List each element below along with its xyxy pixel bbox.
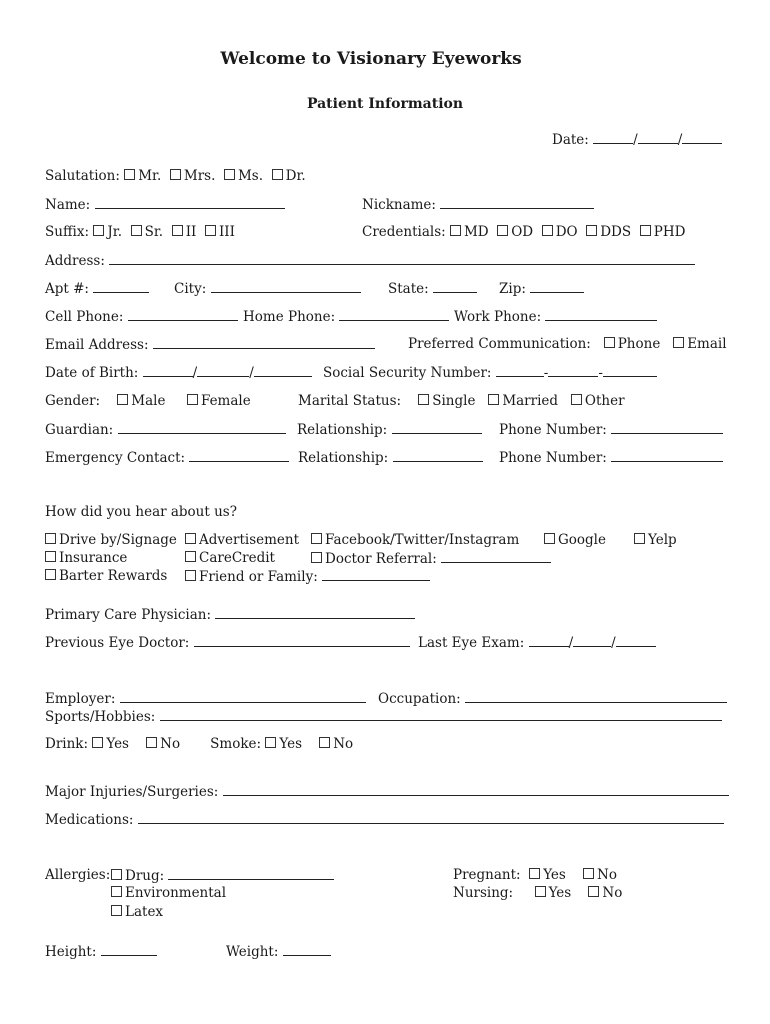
allergy-latex-option[interactable]: Latex [111, 903, 163, 921]
guardian-relationship-field[interactable] [392, 420, 482, 434]
checkbox-icon[interactable] [111, 869, 122, 880]
credentials-do-option[interactable]: DO [542, 223, 578, 241]
checkbox-icon[interactable] [185, 570, 196, 581]
emergency-phone-row [499, 448, 723, 467]
gender-label: Gender: [45, 393, 101, 409]
relationship-label: Relationship: [297, 422, 388, 438]
nickname-label: Nickname: [362, 197, 436, 213]
nursing-yes-option[interactable]: Yes [535, 884, 572, 902]
pregnant-row [453, 866, 617, 884]
checkbox-icon[interactable] [117, 394, 128, 405]
state-field[interactable] [433, 279, 477, 293]
email-field[interactable] [153, 335, 375, 349]
email-label: Email Address: [45, 337, 149, 353]
credentials-phd-option[interactable]: PHD [640, 223, 686, 241]
checkbox-icon[interactable] [673, 337, 684, 348]
salutation-mr-option[interactable]: Mr. [124, 167, 161, 185]
allergy-drug-option[interactable]: Drug: [111, 866, 334, 885]
checkbox-icon[interactable] [535, 886, 546, 897]
apt-field[interactable] [93, 279, 149, 293]
salutation-ms-option[interactable]: Ms. [224, 167, 263, 185]
sports-field[interactable] [160, 707, 722, 721]
last-exam-month-field[interactable] [529, 633, 569, 647]
address-label: Address: [45, 253, 105, 269]
guardian-field[interactable] [118, 420, 286, 434]
salutation-mrs-option[interactable]: Mrs. [170, 167, 216, 185]
emergency-label: Emergency Contact: [45, 450, 186, 466]
injuries-row [45, 782, 729, 801]
state-row [388, 279, 477, 298]
email-row [45, 335, 375, 354]
occupation-row [378, 689, 727, 708]
checkbox-icon[interactable] [187, 394, 198, 405]
weight-field[interactable] [283, 942, 331, 956]
prev-doctor-label: Previous Eye Doctor: [45, 635, 190, 651]
pregnant-no-option[interactable]: No [583, 866, 617, 884]
guardian-phone-row [499, 420, 723, 439]
preferred-phone-option[interactable]: Phone [604, 335, 661, 353]
credentials-md-option[interactable]: MD [450, 223, 489, 241]
work-phone-field[interactable] [545, 307, 657, 321]
checkbox-icon[interactable] [124, 169, 135, 180]
state-label: State: [388, 281, 429, 297]
work-phone-label: Work Phone: [454, 309, 542, 325]
marital-label: Marital Status: [298, 393, 402, 409]
apt-row [45, 279, 149, 298]
suffix-ii-option[interactable]: II [172, 223, 197, 241]
hear-carecredit-option[interactable]: CareCredit [185, 549, 275, 567]
checkbox-icon[interactable] [185, 533, 196, 544]
zip-field[interactable] [530, 279, 584, 293]
weight-row [226, 942, 331, 961]
checkbox-icon[interactable] [111, 886, 122, 897]
name-field[interactable] [95, 195, 285, 209]
hear-google-option[interactable]: Google [544, 531, 606, 549]
checkbox-icon[interactable] [265, 737, 276, 748]
allergy-environmental-option[interactable]: Environmental [111, 884, 226, 902]
pregnant-label: Pregnant: [453, 867, 521, 883]
checkbox-icon[interactable] [311, 533, 322, 544]
ssn-part1-field[interactable] [496, 363, 544, 377]
medications-label: Medications: [45, 812, 134, 828]
hear-advertisement-option[interactable]: Advertisement [185, 531, 299, 549]
prev-doctor-row [45, 633, 410, 652]
drink-yes-option[interactable]: Yes [92, 735, 129, 753]
checkbox-icon[interactable] [640, 225, 651, 236]
preferred-comm-label: Preferred Communication: [408, 336, 591, 352]
checkbox-icon[interactable] [586, 225, 597, 236]
last-exam-day-field[interactable] [573, 633, 611, 647]
ssn-label: Social Security Number: [323, 365, 492, 381]
salutation-row [45, 167, 306, 185]
credentials-row [362, 223, 685, 241]
preferred-comm-row [408, 335, 727, 353]
emergency-relationship-row [298, 448, 483, 467]
suffix-label: Suffix: [45, 224, 90, 240]
pregnant-yes-option[interactable]: Yes [529, 866, 566, 884]
smoke-yes-option[interactable]: Yes [265, 735, 302, 753]
hear-yelp-option[interactable]: Yelp [634, 531, 677, 549]
smoke-label: Smoke: [210, 736, 262, 752]
checkbox-icon[interactable] [45, 551, 56, 562]
dob-year-field[interactable] [254, 363, 312, 377]
weight-label: Weight: [226, 944, 279, 960]
credentials-dds-option[interactable]: DDS [586, 223, 631, 241]
phone-number-label: Phone Number: [499, 450, 607, 466]
checkbox-icon[interactable] [45, 533, 56, 544]
height-row [45, 942, 157, 961]
marital-married-option[interactable]: Married [488, 392, 558, 410]
checkbox-icon[interactable] [583, 868, 594, 879]
employer-field[interactable] [120, 689, 366, 703]
form-title: Welcome to Visionary Eyeworks [220, 49, 522, 69]
salutation-dr-option[interactable]: Dr. [272, 167, 306, 185]
employer-label: Employer: [45, 691, 116, 707]
emergency-relationship-field[interactable] [393, 448, 483, 462]
relationship-label: Relationship: [298, 450, 389, 466]
apt-label: Apt #: [45, 281, 89, 297]
last-exam-label: Last Eye Exam: [418, 635, 525, 651]
cell-phone-label: Cell Phone: [45, 309, 124, 325]
gender-female-option[interactable]: Female [187, 392, 251, 410]
ssn-part2-field[interactable] [548, 363, 598, 377]
city-row [174, 279, 361, 298]
hear-barter-option[interactable]: Barter Rewards [45, 567, 167, 585]
sports-row [45, 707, 722, 726]
suffix-iii-option[interactable]: III [205, 223, 235, 241]
pcp-label: Primary Care Physician: [45, 607, 212, 623]
checkbox-icon[interactable] [172, 225, 183, 236]
checkbox-icon[interactable] [529, 868, 540, 879]
nursing-no-option[interactable]: No [588, 884, 622, 902]
checkbox-icon[interactable] [542, 225, 553, 236]
checkbox-icon[interactable] [224, 169, 235, 180]
preferred-email-option[interactable]: Email [673, 335, 726, 353]
hear-drive-by-option[interactable]: Drive by/Signage [45, 531, 177, 549]
credentials-label: Credentials: [362, 224, 446, 240]
pcp-field[interactable] [215, 605, 415, 619]
pcp-row [45, 605, 415, 624]
checkbox-icon[interactable] [311, 552, 322, 563]
checkbox-icon[interactable] [92, 737, 103, 748]
checkbox-icon[interactable] [634, 533, 645, 544]
salutation-label: Salutation: [45, 168, 120, 184]
checkbox-icon[interactable] [170, 169, 181, 180]
guardian-phone-field[interactable] [611, 420, 723, 434]
checkbox-icon[interactable] [544, 533, 555, 544]
home-phone-label: Home Phone: [243, 309, 336, 325]
address-field[interactable] [109, 251, 695, 265]
date-row: Date: / / [552, 130, 722, 149]
gender-row [45, 392, 251, 410]
date-day-field[interactable] [638, 130, 678, 144]
date-month-field[interactable] [593, 130, 633, 144]
checkbox-icon[interactable] [146, 737, 157, 748]
checkbox-icon[interactable] [272, 169, 283, 180]
checkbox-icon[interactable] [488, 394, 499, 405]
drink-no-option[interactable]: No [146, 735, 180, 753]
drink-label: Drink: [45, 736, 89, 752]
injuries-label: Major Injuries/Surgeries: [45, 784, 219, 800]
date-label: Date: [552, 132, 589, 148]
home-phone-field[interactable] [339, 307, 449, 321]
hear-doctor-referral-option[interactable]: Doctor Referral: [311, 549, 551, 568]
guardian-row [45, 420, 286, 439]
marital-other-option[interactable]: Other [571, 392, 625, 410]
injuries-field[interactable] [223, 782, 729, 796]
suffix-sr-option[interactable]: Sr. [131, 223, 164, 241]
prev-doctor-field[interactable] [194, 633, 410, 647]
checkbox-icon[interactable] [497, 225, 508, 236]
city-field[interactable] [211, 279, 361, 293]
date-year-field[interactable] [682, 130, 722, 144]
emergency-phone-field[interactable] [611, 448, 723, 462]
nickname-field[interactable] [440, 195, 594, 209]
cell-phone-field[interactable] [128, 307, 238, 321]
medications-field[interactable] [138, 810, 724, 824]
height-label: Height: [45, 944, 97, 960]
work-phone-row [454, 307, 657, 326]
gender-male-option[interactable]: Male [117, 392, 165, 410]
last-exam-row: Last Eye Exam: / / [418, 633, 656, 652]
hear-about-question: How did you hear about us? [45, 504, 237, 520]
city-label: City: [174, 281, 207, 297]
zip-label: Zip: [499, 281, 526, 297]
suffix-jr-option[interactable]: Jr. [93, 223, 122, 241]
smoke-no-option[interactable]: No [319, 735, 353, 753]
guardian-label: Guardian: [45, 422, 114, 438]
nursing-label: Nursing: [453, 885, 514, 901]
nickname-row [362, 195, 594, 214]
occupation-field[interactable] [465, 689, 727, 703]
ssn-row: Social Security Number: - - [323, 363, 657, 382]
checkbox-icon[interactable] [45, 569, 56, 580]
allergies-label: Allergies: [45, 867, 111, 883]
checkbox-icon[interactable] [205, 225, 216, 236]
phone-number-label: Phone Number: [499, 422, 607, 438]
checkbox-icon[interactable] [604, 337, 615, 348]
checkbox-icon[interactable] [111, 905, 122, 916]
zip-row [499, 279, 584, 298]
drink-smoke-row [45, 735, 353, 753]
height-field[interactable] [101, 942, 157, 956]
dob-month-field[interactable] [143, 363, 193, 377]
suffix-row [45, 223, 235, 241]
occupation-label: Occupation: [378, 691, 461, 707]
checkbox-icon[interactable] [319, 737, 330, 748]
medications-row [45, 810, 724, 829]
name-row [45, 195, 285, 214]
last-exam-year-field[interactable] [616, 633, 656, 647]
checkbox-icon[interactable] [571, 394, 582, 405]
marital-single-option[interactable]: Single [418, 392, 475, 410]
marital-row [298, 392, 625, 410]
home-phone-row [243, 307, 449, 326]
credentials-od-option[interactable]: OD [497, 223, 533, 241]
friend-family-field[interactable] [322, 567, 430, 581]
doctor-referral-field[interactable] [441, 549, 551, 563]
ssn-part3-field[interactable] [603, 363, 657, 377]
emergency-row [45, 448, 289, 467]
checkbox-icon[interactable] [93, 225, 104, 236]
emergency-field[interactable] [189, 448, 289, 462]
checkbox-icon[interactable] [418, 394, 429, 405]
dob-label: Date of Birth: [45, 365, 139, 381]
cell-phone-row [45, 307, 238, 326]
allergy-drug-field[interactable] [168, 866, 334, 880]
checkbox-icon[interactable] [450, 225, 461, 236]
checkbox-icon[interactable] [131, 225, 142, 236]
form-subtitle: Patient Information [306, 96, 464, 112]
checkbox-icon[interactable] [588, 886, 599, 897]
hear-friend-option[interactable]: Friend or Family: [185, 567, 430, 586]
dob-day-field[interactable] [197, 363, 249, 377]
employer-row [45, 689, 366, 708]
checkbox-icon[interactable] [185, 551, 196, 562]
sports-label: Sports/Hobbies: [45, 709, 156, 725]
nursing-row [453, 884, 622, 902]
hear-insurance-option[interactable]: Insurance [45, 549, 127, 567]
hear-social-option[interactable]: Facebook/Twitter/Instagram [311, 531, 519, 549]
address-row [45, 251, 695, 270]
guardian-relationship-row [297, 420, 482, 439]
dob-row: Date of Birth: / / [45, 363, 312, 382]
name-label: Name: [45, 197, 91, 213]
